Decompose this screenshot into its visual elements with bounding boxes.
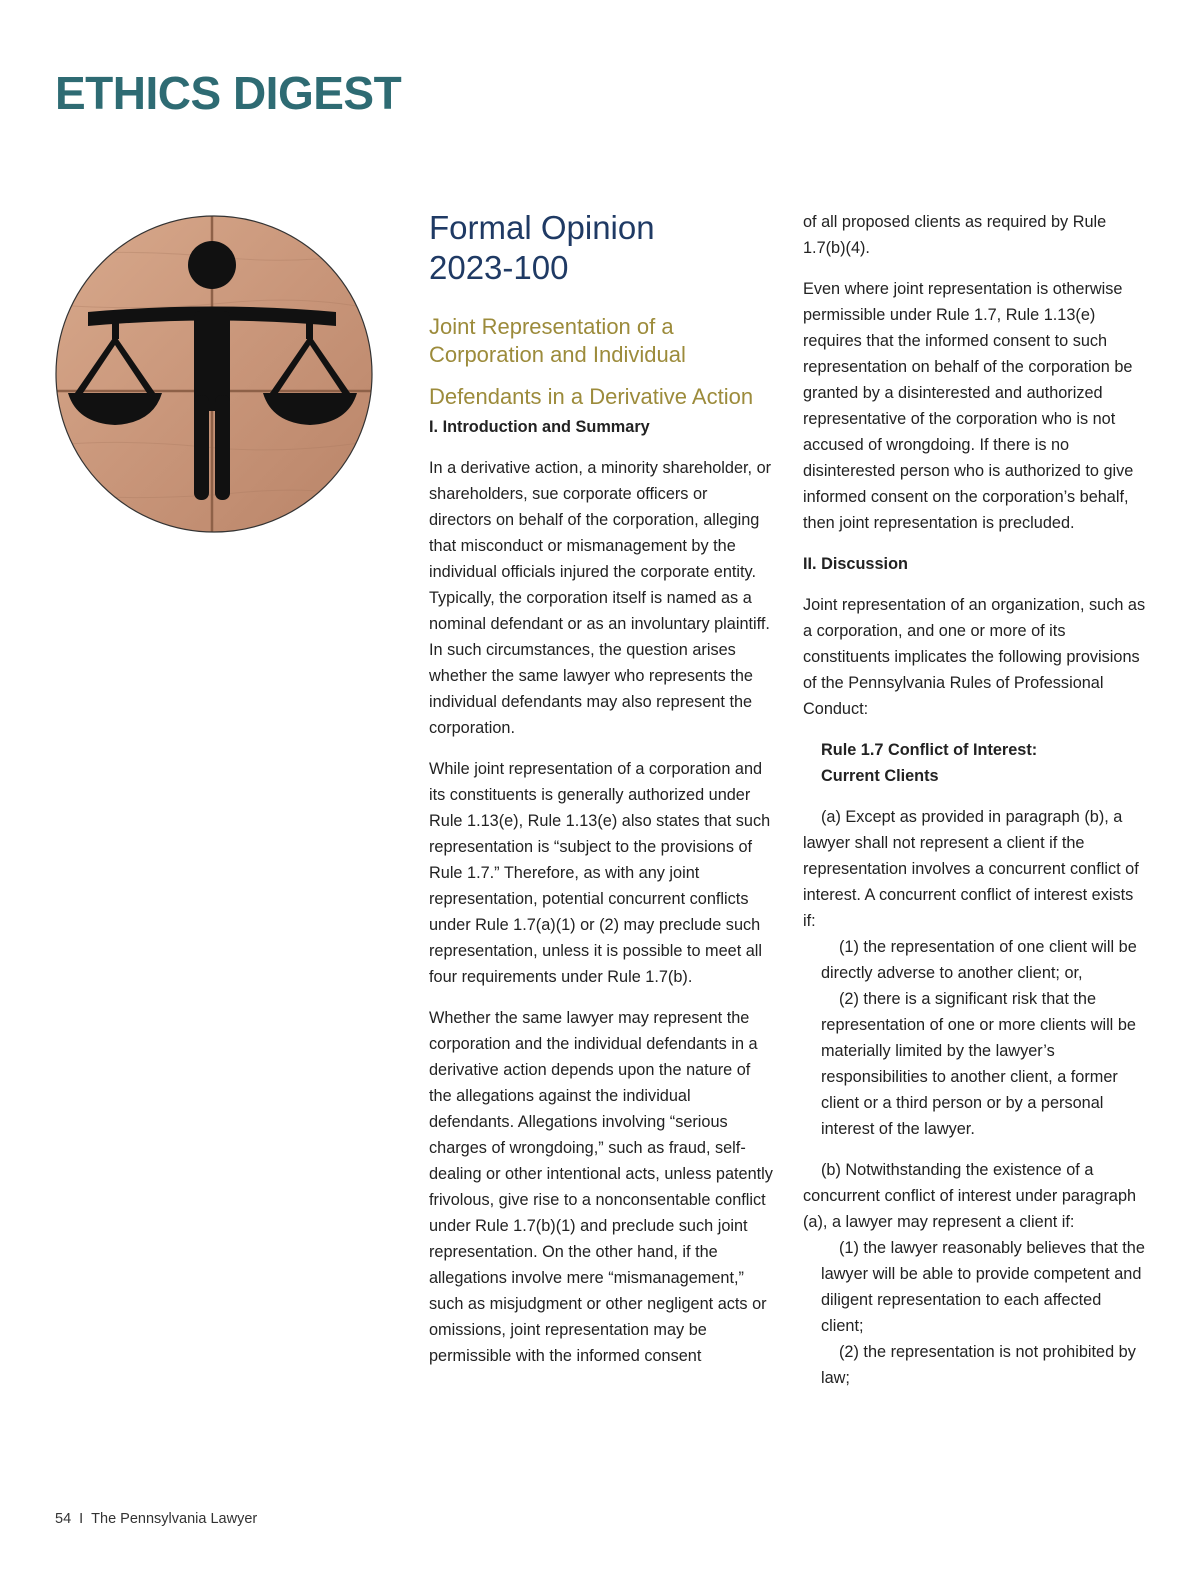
- paragraph-informed-consent: Even where joint representation is otherwise permissible under Rule 1.7, Rule 1.13(e) requires that the informed consent to such representation on behalf of the corporation be granted by a disinterested and authorized representative of the corporation who is not accused of wrongdoing. If there is no disinterested person who is authorized to give informed consent on the corporation’s behalf, then joint representation is precluded.: [803, 280, 1134, 532]
- paragraph-joint-representation: While joint representation of a corporation and its constituents is generally authorized under Rule 1.13(e), Rule 1.13(e) also states that such representation is “subject to the provisions of Rule 1.7.” Therefore, as with any joint representation, potential concurrent conflicts under Rule 1.7(a)(1) or (2) may preclude such representation, unless it is possible to meet all four requirements under Rule 1.7(b).: [429, 760, 771, 986]
- rule-paragraph-a1: (1) the representation of one client will be directly adverse to another client; or,: [821, 938, 1137, 982]
- rule-paragraph-a2: (2) there is a significant risk that the representation of one or more clients will be materially limited by the lawyer’s responsibilities to another client, a former client or a third person or by a personal interest of the lawyer.: [821, 990, 1136, 1138]
- footer-separator: I: [79, 1511, 84, 1527]
- opinion-subtitle-2: Defendants in a Derivative Action: [429, 384, 754, 409]
- paragraph-discussion: Joint representation of an organization, such as a corporation, and one or more of its constituents implicates the following provisions of the Pennsylvania Rules of Professional Conduct:: [803, 596, 1146, 718]
- rule-heading-line-1: Rule 1.7 Conflict of Interest:: [821, 741, 1038, 759]
- rule-paragraph-b1: (1) the lawyer reasonably believes that the lawyer will be able to provide competent and diligent representation to each affected client;: [821, 1239, 1145, 1335]
- rule-paragraph-a: (a) Except as provided in paragraph (b), a lawyer shall not represent a client if the representation involves a concurrent conflict of interest. A concurrent conflict of interest exists if:: [803, 808, 1139, 930]
- section-title: ETHICS DIGEST: [55, 67, 402, 119]
- section-heading-discussion: II. Discussion: [803, 555, 908, 573]
- rule-paragraph-b: (b) Notwithstanding the existence of a concurrent conflict of interest under paragraph (a), a lawyer may represent a client if:: [803, 1161, 1137, 1231]
- section-heading-introduction: I. Introduction and Summary: [429, 418, 650, 436]
- article-column-left: [429, 208, 774, 1369]
- opinion-subtitle-1: Joint Representation of a Corporation and Individual: [429, 314, 686, 367]
- paragraph-allegations: Whether the same lawyer may represent the corporation and the individual defendants in a derivative action depends upon the nature of the allegations against the individual defendants. Allegations involving “serious charges of wrongdoing,” such as fraud, self-dealing or other intentional acts, unless patently frivolous, give rise to a nonconsentable conflict under Rule 1.7(b)(1) and preclude such joint representation. On the other hand, if the allegations involve mere “mismanagement,” such as misjudgment or other negligent acts or omissions, joint representation may be permissible with the informed consent: [429, 1009, 773, 1365]
- opinion-title-line-1: Formal Opinion: [429, 209, 655, 246]
- opinion-title-line-2: 2023-100: [429, 249, 569, 286]
- page-number: 54: [55, 1511, 72, 1527]
- article-column-right: [803, 209, 1148, 1391]
- paragraph-continuation: of all proposed clients as required by Rule 1.7(b)(4).: [803, 213, 1107, 257]
- publication-name: The Pennsylvania Lawyer: [91, 1511, 258, 1527]
- scales-of-justice-icon: [55, 215, 373, 533]
- rule-heading-line-2: Current Clients: [821, 767, 939, 785]
- page-footer: [55, 1511, 257, 1527]
- rule-paragraph-b2: (2) the representation is not prohibited by law;: [821, 1343, 1136, 1387]
- paragraph-derivative-action: In a derivative action, a minority shareholder, or shareholders, sue corporate officers or directors on behalf of the corporation, alleging that misconduct or mismanagement by the individual officials injured the corporate entity. Typically, the corporation itself is named as a nominal defendant or as an involuntary plaintiff. In such circumstances, the question arises whether the same lawyer who represents the individual defendants may also represent the corporation.: [429, 459, 772, 737]
